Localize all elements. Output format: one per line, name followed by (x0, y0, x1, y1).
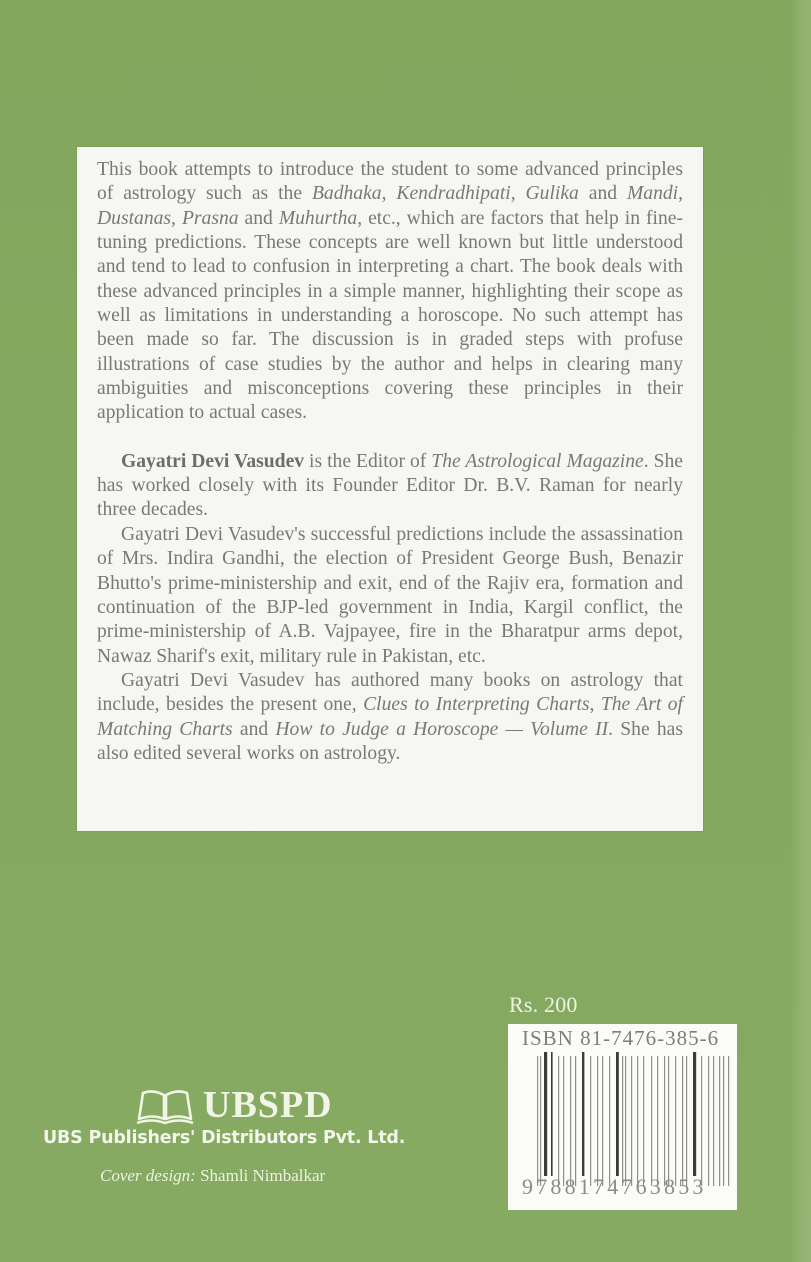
designer-name: Shamli Nimbalkar (200, 1166, 326, 1185)
predictions-paragraph: Gayatri Devi Vasudev's successful predictions include the assassination of Mrs. Indira Gandhi, the election of President George Bush, Benazir Bhutto's prime-ministership and exit, end of the Rajiv era, formation and continuation of the BJP-led government in India, Kargil conflict, the prime-ministership of A.B. Vajpayee, fire in the Bharatpur arms depot, Nawaz Sharif's exit, military rule in Pakistan, etc. (97, 523, 683, 667)
text-run: Gayatri Devi Vasudev has authored many books on astrology that include, besides the present one, (97, 669, 683, 716)
text-run: . She has also edited several works on astrology. (97, 718, 683, 764)
term-prasna: Prasna (181, 207, 239, 229)
blurb-panel (77, 147, 703, 831)
barcode-icon (535, 1048, 731, 1186)
isbn-label: ISBN 81-7476-385-6 (522, 1026, 720, 1050)
text-run: , (589, 694, 601, 716)
text-run: and (238, 207, 279, 229)
text-run: , etc., which are factors that help in fine-tuning predictions. These concepts are well known but little understood and tend to lead to confusion in interpreting a chart. The book deals with these advanced principles in a simple manner, highlighting their scope as well as limitations in understanding a horoscope. No such attempt has been made so far. The discussion is in graded steps with profuse illustrations of case studies by the author and helps in clearing many ambiguities and misconceptions covering these principles in their application to actual cases. (97, 207, 683, 424)
credit-label: Cover design: (100, 1166, 196, 1185)
text-run: is the Editor of (304, 450, 432, 472)
publisher-name: UBS Publishers' Distributors Pvt. Ltd. (43, 1128, 406, 1148)
text-run: and (578, 183, 627, 205)
publisher-brand: UBSPD (203, 1084, 333, 1126)
blurb-paragraph (97, 158, 683, 426)
term-kendradhipati: Kendradhipati (396, 183, 511, 205)
text-run: , (381, 183, 397, 205)
text-run: . She has worked closely with its Founder Editor Dr. B.V. Raman for nearly three decades. (97, 450, 684, 521)
cover-design-credit (100, 1166, 325, 1186)
term-mandi: Mandi (626, 183, 679, 205)
barcode-box (508, 1024, 737, 1210)
book-title: How to Judge a Horoscope — Volume II (275, 718, 609, 740)
book-title: Clues to Interpreting Charts (363, 694, 590, 716)
ean-digits: 9788174763853 (522, 1174, 707, 1199)
publisher-logo (135, 1083, 333, 1127)
price-label: Rs. 200 (509, 992, 578, 1017)
text-run: , (678, 183, 684, 205)
text-run: and (232, 718, 276, 740)
term-dustanas: Dustanas (97, 207, 172, 229)
open-book-icon (135, 1085, 195, 1125)
text-run: This book attempts to introduce the student to some advanced principles of astrology such as the (97, 159, 683, 205)
term-badhaka: Badhaka (311, 183, 382, 205)
books-paragraph (97, 669, 683, 766)
author-bio (97, 450, 683, 523)
text-run: , (171, 207, 182, 229)
term-gulika: Gulika (525, 183, 579, 205)
term-muhurtha: Muhurtha (278, 207, 358, 229)
author-name: Gayatri Devi Vasudev (121, 450, 305, 472)
text-run: , (510, 183, 526, 205)
magazine-title: The Astrological Magazine (431, 450, 644, 472)
book-title: The Art of Matching Charts (97, 694, 683, 740)
